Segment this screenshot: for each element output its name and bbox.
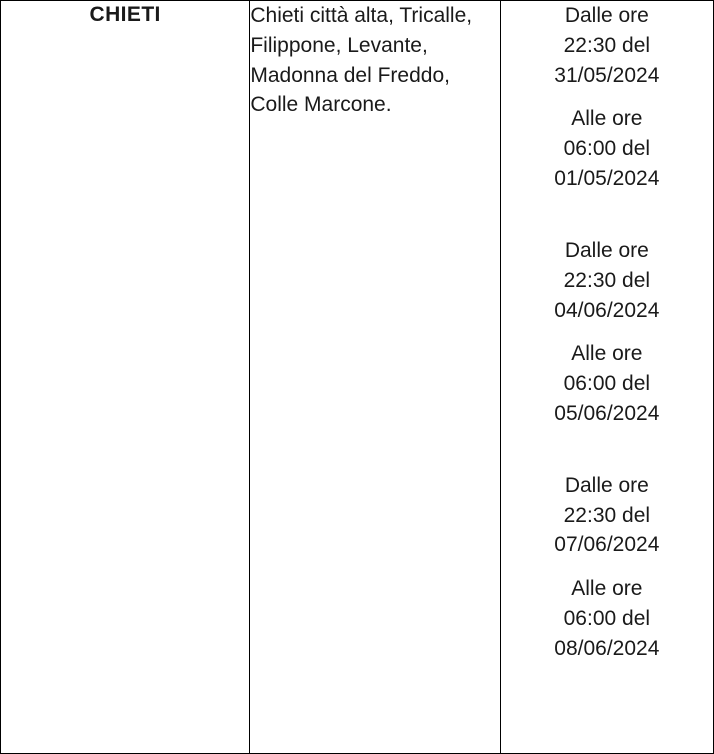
time-block-from-3 — [501, 471, 713, 560]
time-from-hour-1: 22:30 del — [563, 33, 651, 57]
time-to-date-2: 05/06/2024 — [554, 401, 660, 425]
time-to-label-1: Alle ore — [571, 107, 643, 131]
cell-areas — [250, 1, 500, 754]
time-block-to-3 — [501, 574, 713, 663]
time-to-hour-2: 06:00 del — [563, 372, 651, 396]
time-from-date-2: 04/06/2024 — [554, 298, 660, 322]
time-to-hour-1: 06:00 del — [563, 137, 651, 161]
time-group-2 — [501, 236, 713, 429]
time-to-date-1: 01/05/2024 — [554, 167, 660, 191]
time-to-date-3: 08/06/2024 — [554, 636, 660, 660]
time-group-1 — [501, 1, 713, 194]
time-block-from-2 — [501, 236, 713, 325]
city-name: CHIETI — [89, 3, 161, 26]
table-row — [1, 1, 714, 754]
time-to-hour-3: 06:00 del — [563, 607, 651, 630]
cell-times — [500, 1, 713, 754]
time-block-to-2 — [501, 339, 713, 428]
time-from-label-3: Dalle ore — [564, 473, 649, 497]
time-from-date-3: 07/06/2024 — [554, 533, 660, 557]
time-block-to-1 — [501, 104, 713, 193]
time-block-from-1 — [501, 1, 713, 90]
time-to-label-2: Alle ore — [571, 342, 643, 366]
time-to-label-3: Alle ore — [571, 577, 643, 601]
time-from-hour-3: 22:30 del — [563, 503, 651, 527]
areas-text: Chieti città alta, Tricalle, Filippone, Levante, Madonna del Freddo, Colle Marcone. — [250, 4, 473, 117]
time-group-3 — [501, 471, 713, 664]
cell-city — [1, 1, 250, 754]
time-from-label-1: Dalle ore — [564, 4, 649, 27]
time-from-hour-2: 22:30 del — [563, 268, 651, 292]
time-from-date-1: 31/05/2024 — [554, 63, 660, 87]
time-from-label-2: Dalle ore — [564, 238, 649, 262]
